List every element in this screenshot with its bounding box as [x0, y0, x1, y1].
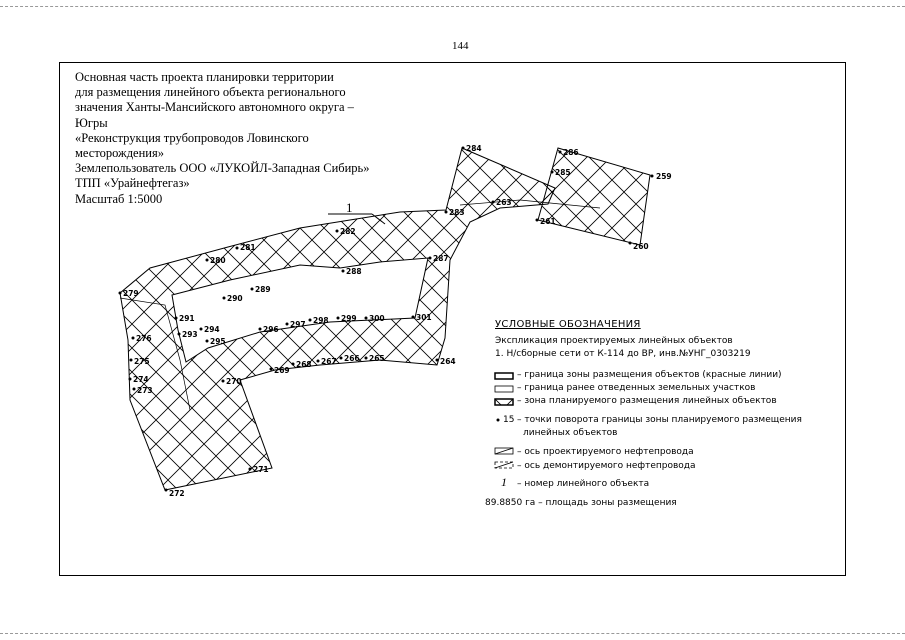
turn-point-marker — [462, 147, 465, 150]
turn-point-marker — [259, 328, 262, 331]
turn-point-label: 289 — [255, 285, 271, 294]
turn-point-marker — [336, 230, 339, 233]
turn-point-label: 272 — [169, 489, 185, 498]
turn-point-label: 290 — [227, 294, 243, 303]
turn-point-marker — [132, 337, 135, 340]
turn-point-label: 286 — [563, 148, 579, 157]
turn-point-label: 297 — [290, 320, 306, 329]
turn-point-label: 275 — [134, 357, 150, 366]
turn-point-marker — [337, 317, 340, 320]
turn-point-marker — [119, 292, 122, 295]
turn-point-marker — [551, 171, 554, 174]
turn-point-label: 260 — [633, 242, 649, 251]
turn-point-marker — [223, 297, 226, 300]
legend-item-points-number: 15 — [503, 415, 515, 425]
zone-upper-right — [538, 148, 650, 245]
turn-point-marker — [200, 328, 203, 331]
legend-point-symbol — [497, 419, 500, 422]
turn-point-label: 279 — [123, 289, 139, 298]
title-line: месторождения» — [75, 146, 164, 161]
turn-point-label: 273 — [137, 386, 153, 395]
turn-point-label: 298 — [313, 316, 329, 325]
title-line: Югры — [75, 115, 108, 130]
turn-point-label: 265 — [369, 354, 385, 363]
turn-point-label: 284 — [466, 144, 482, 153]
turn-point-marker — [270, 368, 273, 371]
turn-point-label: 296 — [263, 325, 279, 334]
legend-zone-symbol — [495, 399, 513, 405]
turn-point-marker — [251, 288, 254, 291]
turn-point-label: 261 — [540, 217, 556, 226]
legend-prev-allotted-symbol — [495, 386, 513, 392]
title-line: Основная часть проекта планировки территории — [75, 70, 334, 84]
turn-point-label: 293 — [182, 330, 198, 339]
turn-point-marker — [309, 319, 312, 322]
legend-item-zone: – зона планируемого размещения линейных объектов — [517, 396, 777, 406]
page-number: 144 — [452, 40, 469, 52]
turn-point-label: 269 — [274, 366, 290, 375]
turn-point-marker — [651, 175, 654, 178]
turn-point-marker — [130, 359, 133, 362]
turn-point-marker — [536, 219, 539, 222]
turn-point-marker — [445, 211, 448, 214]
turn-point-label: 281 — [240, 243, 256, 252]
turn-point-label: 299 — [341, 314, 357, 323]
turn-point-marker — [286, 323, 289, 326]
turn-point-label: 301 — [416, 313, 432, 322]
turn-point-marker — [429, 257, 432, 260]
turn-point-label: 295 — [210, 337, 226, 346]
legend-title: УСЛОВНЫЕ ОБОЗНАЧЕНИЯ — [495, 319, 641, 330]
turn-point-label: 300 — [369, 314, 385, 323]
turn-point-label: 285 — [555, 168, 571, 177]
turn-point-label: 268 — [296, 360, 312, 369]
turn-point-marker — [342, 270, 345, 273]
turn-point-marker — [365, 317, 368, 320]
turn-point-label: 291 — [179, 314, 195, 323]
turn-point-label: 264 — [440, 357, 456, 366]
title-line: значения Ханты-Мансийского автономного округа – — [75, 100, 354, 115]
turn-point-marker — [222, 380, 225, 383]
legend-item-axis-new: – ось проектируемого нефтепровода — [517, 447, 694, 457]
turn-point-marker — [365, 357, 368, 360]
turn-point-marker — [317, 360, 320, 363]
legend-item-axis-dismantle: – ось демонтируемого нефтепровода — [517, 461, 696, 471]
turn-point-marker — [178, 333, 181, 336]
title-line: Масштаб 1:5000 — [75, 191, 163, 206]
turn-point-marker — [249, 468, 252, 471]
turn-point-label: 282 — [340, 227, 356, 236]
legend-axis-dismantle-line — [495, 462, 513, 468]
turn-point-label: 266 — [344, 354, 360, 363]
legend-area: 89.8850 га – площадь зоны размещения — [485, 498, 677, 508]
turn-point-label: 287 — [433, 254, 449, 263]
turn-point-marker — [165, 489, 168, 492]
turn-point-marker — [292, 363, 295, 366]
legend-item-points-cont: линейных объектов — [523, 428, 618, 438]
turn-point-marker — [340, 357, 343, 360]
legend-item-points: – точки поворота границы зоны планируемого размещения — [517, 415, 802, 425]
turn-point-label: 276 — [136, 334, 152, 343]
turn-point-label: 263 — [496, 198, 512, 207]
turn-point-marker — [133, 388, 136, 391]
turn-point-marker — [175, 317, 178, 320]
turn-point-label: 271 — [253, 465, 269, 474]
turn-point-marker — [206, 259, 209, 262]
turn-point-label: 288 — [346, 267, 362, 276]
legend-object-number-symbol: 1 — [501, 475, 507, 489]
turn-point-marker — [206, 340, 209, 343]
turn-point-label: 294 — [204, 325, 220, 334]
turn-point-marker — [236, 247, 239, 250]
legend-explication: Экспликация проектируемых линейных объектов — [495, 336, 733, 346]
turn-point-label: 274 — [133, 375, 149, 384]
turn-point-marker — [436, 359, 439, 362]
turn-point-marker — [129, 378, 132, 381]
title-line: ТПП «Урайнефтегаз» — [75, 176, 190, 191]
legend-item-object-number: – номер линейного объекта — [517, 479, 650, 489]
turn-point-label: 267 — [321, 357, 337, 366]
turn-point-marker — [412, 316, 415, 319]
object-number-label: 1 — [346, 200, 353, 215]
turn-point-marker — [492, 201, 495, 204]
legend-item-prev-allotted: – граница ранее отведенных земельных участков — [517, 383, 756, 393]
title-line: «Реконструкция трубопроводов Ловинского — [75, 130, 309, 145]
legend-object-1: 1. Н/сборные сети от К-114 до ВР, инв.№УНГ_0303219 — [495, 349, 751, 359]
title-line: Землепользователь ООО «ЛУКОЙЛ-Западная Сибирь» — [75, 161, 370, 176]
turn-point-label: 259 — [656, 172, 672, 181]
legend-red-lines-symbol — [495, 373, 513, 379]
turn-point-marker — [559, 151, 562, 154]
turn-point-marker — [629, 242, 632, 245]
legend-axis-new-line — [495, 448, 513, 454]
turn-point-label: 270 — [226, 377, 242, 386]
title-line: для размещения линейного объекта регионального — [75, 85, 346, 100]
turn-point-label: 283 — [449, 208, 465, 217]
turn-point-label: 280 — [210, 256, 226, 265]
legend-item-red-lines: – граница зоны размещения объектов (красные линии) — [517, 370, 782, 380]
